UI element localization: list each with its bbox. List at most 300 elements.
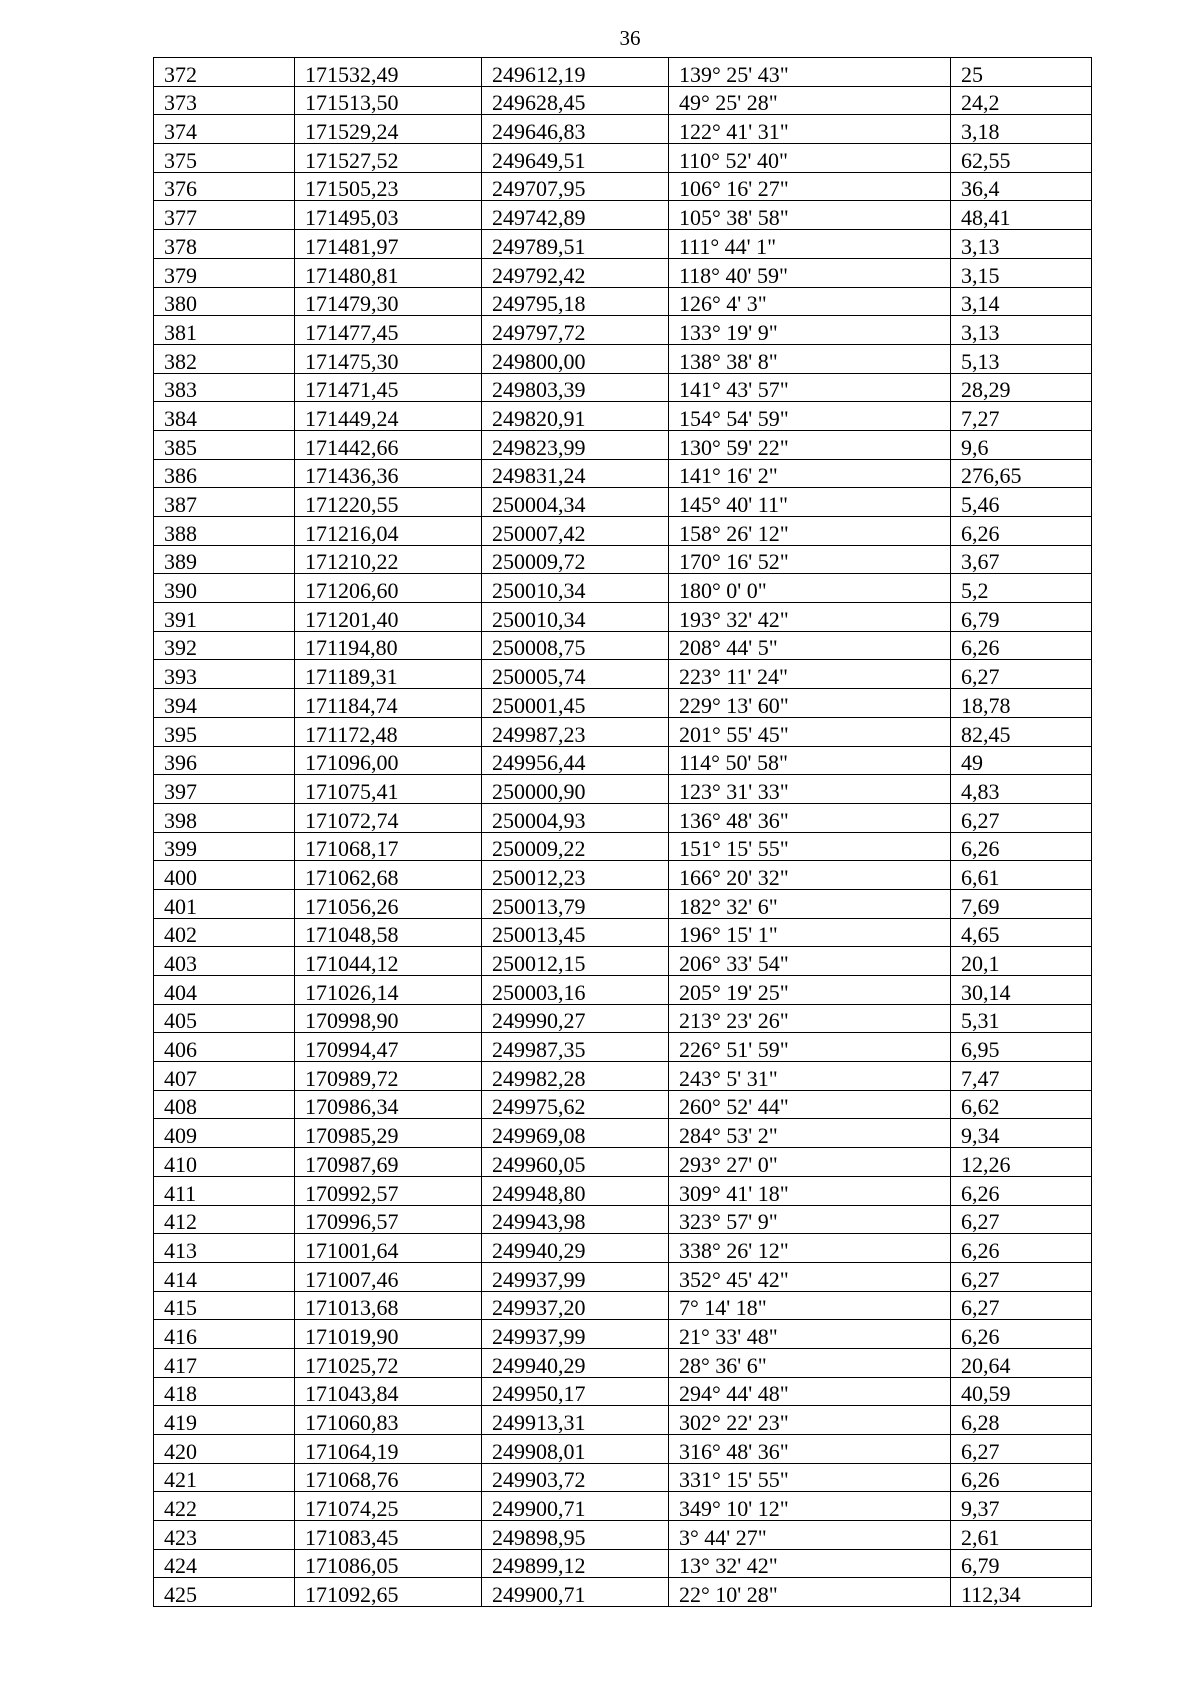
table-row [154, 58, 1092, 87]
coordinates-table [153, 57, 1092, 1607]
distance-cell: 6,27 [951, 1435, 1092, 1464]
y-coordinate-cell: 249969,08 [482, 1119, 669, 1148]
y-coordinate-cell: 249707,95 [482, 172, 669, 201]
x-coordinate-cell: 171001,64 [295, 1234, 482, 1263]
y-coordinate-cell: 249987,23 [482, 717, 669, 746]
x-coordinate-cell: 171092,65 [295, 1578, 482, 1607]
y-coordinate-cell: 249982,28 [482, 1062, 669, 1091]
point-number-cell: 412 [154, 1205, 295, 1234]
point-number-cell: 396 [154, 746, 295, 775]
point-number-cell: 399 [154, 832, 295, 861]
direction-angle-cell: 243° 5' 31" [669, 1062, 951, 1091]
point-number-cell: 389 [154, 545, 295, 574]
x-coordinate-cell: 171083,45 [295, 1521, 482, 1550]
direction-angle-cell: 145° 40' 11" [669, 488, 951, 517]
direction-angle-cell: 141° 16' 2" [669, 459, 951, 488]
x-coordinate-cell: 170985,29 [295, 1119, 482, 1148]
table-row [154, 1578, 1092, 1607]
distance-cell: 5,46 [951, 488, 1092, 517]
table-row [154, 889, 1092, 918]
x-coordinate-cell: 171075,41 [295, 775, 482, 804]
direction-angle-cell: 223° 11' 24" [669, 660, 951, 689]
y-coordinate-cell: 250001,45 [482, 689, 669, 718]
direction-angle-cell: 196° 15' 1" [669, 918, 951, 947]
distance-cell: 3,13 [951, 230, 1092, 259]
x-coordinate-cell: 171184,74 [295, 689, 482, 718]
distance-cell: 6,26 [951, 1463, 1092, 1492]
x-coordinate-cell: 171220,55 [295, 488, 482, 517]
y-coordinate-cell: 249800,00 [482, 344, 669, 373]
y-coordinate-cell: 249913,31 [482, 1406, 669, 1435]
direction-angle-cell: 229° 13' 60" [669, 689, 951, 718]
x-coordinate-cell: 171026,14 [295, 976, 482, 1005]
point-number-cell: 385 [154, 430, 295, 459]
distance-cell: 3,15 [951, 258, 1092, 287]
table-row [154, 459, 1092, 488]
table-row [154, 344, 1092, 373]
point-number-cell: 410 [154, 1148, 295, 1177]
x-coordinate-cell: 171481,97 [295, 230, 482, 259]
table-row [154, 1521, 1092, 1550]
direction-angle-cell: 28° 36' 6" [669, 1348, 951, 1377]
direction-angle-cell: 123° 31' 33" [669, 775, 951, 804]
x-coordinate-cell: 171529,24 [295, 115, 482, 144]
direction-angle-cell: 323° 57' 9" [669, 1205, 951, 1234]
point-number-cell: 419 [154, 1406, 295, 1435]
direction-angle-cell: 205° 19' 25" [669, 976, 951, 1005]
distance-cell: 12,26 [951, 1148, 1092, 1177]
table-row [154, 1377, 1092, 1406]
table-row [154, 1176, 1092, 1205]
table-row [154, 603, 1092, 632]
x-coordinate-cell: 171086,05 [295, 1549, 482, 1578]
x-coordinate-cell: 171201,40 [295, 603, 482, 632]
page-number: 36 [619, 26, 641, 50]
distance-cell: 4,83 [951, 775, 1092, 804]
table-row [154, 746, 1092, 775]
point-number-cell: 414 [154, 1262, 295, 1291]
distance-cell: 9,37 [951, 1492, 1092, 1521]
table-row [154, 574, 1092, 603]
distance-cell: 6,26 [951, 832, 1092, 861]
distance-cell: 36,4 [951, 172, 1092, 201]
point-number-cell: 382 [154, 344, 295, 373]
table-row [154, 86, 1092, 115]
y-coordinate-cell: 249943,98 [482, 1205, 669, 1234]
distance-cell: 6,27 [951, 660, 1092, 689]
x-coordinate-cell: 171475,30 [295, 344, 482, 373]
y-coordinate-cell: 249797,72 [482, 316, 669, 345]
table-row [154, 1320, 1092, 1349]
point-number-cell: 377 [154, 201, 295, 230]
x-coordinate-cell: 171216,04 [295, 517, 482, 546]
distance-cell: 6,27 [951, 803, 1092, 832]
direction-angle-cell: 352° 45' 42" [669, 1262, 951, 1291]
direction-angle-cell: 21° 33' 48" [669, 1320, 951, 1349]
y-coordinate-cell: 249792,42 [482, 258, 669, 287]
distance-cell: 6,26 [951, 631, 1092, 660]
direction-angle-cell: 114° 50' 58" [669, 746, 951, 775]
point-number-cell: 425 [154, 1578, 295, 1607]
distance-cell: 30,14 [951, 976, 1092, 1005]
direction-angle-cell: 110° 52' 40" [669, 144, 951, 173]
table-row [154, 402, 1092, 431]
distance-cell: 6,26 [951, 1234, 1092, 1263]
x-coordinate-cell: 171471,45 [295, 373, 482, 402]
table-row [154, 517, 1092, 546]
table-row [154, 373, 1092, 402]
point-number-cell: 393 [154, 660, 295, 689]
point-number-cell: 374 [154, 115, 295, 144]
y-coordinate-cell: 250013,45 [482, 918, 669, 947]
direction-angle-cell: 133° 19' 9" [669, 316, 951, 345]
y-coordinate-cell: 250007,42 [482, 517, 669, 546]
direction-angle-cell: 206° 33' 54" [669, 947, 951, 976]
point-number-cell: 403 [154, 947, 295, 976]
y-coordinate-cell: 249742,89 [482, 201, 669, 230]
direction-angle-cell: 180° 0' 0" [669, 574, 951, 603]
x-coordinate-cell: 171019,90 [295, 1320, 482, 1349]
y-coordinate-cell: 249789,51 [482, 230, 669, 259]
y-coordinate-cell: 249937,99 [482, 1262, 669, 1291]
direction-angle-cell: 193° 32' 42" [669, 603, 951, 632]
table-row [154, 201, 1092, 230]
y-coordinate-cell: 250009,72 [482, 545, 669, 574]
x-coordinate-cell: 171479,30 [295, 287, 482, 316]
point-number-cell: 424 [154, 1549, 295, 1578]
direction-angle-cell: 13° 32' 42" [669, 1549, 951, 1578]
point-number-cell: 395 [154, 717, 295, 746]
direction-angle-cell: 316° 48' 36" [669, 1435, 951, 1464]
direction-angle-cell: 338° 26' 12" [669, 1234, 951, 1263]
direction-angle-cell: 170° 16' 52" [669, 545, 951, 574]
table-row [154, 1033, 1092, 1062]
direction-angle-cell: 136° 48' 36" [669, 803, 951, 832]
point-number-cell: 386 [154, 459, 295, 488]
direction-angle-cell: 158° 26' 12" [669, 517, 951, 546]
x-coordinate-cell: 170994,47 [295, 1033, 482, 1062]
distance-cell: 62,55 [951, 144, 1092, 173]
y-coordinate-cell: 249940,29 [482, 1348, 669, 1377]
y-coordinate-cell: 250013,79 [482, 889, 669, 918]
distance-cell: 4,65 [951, 918, 1092, 947]
x-coordinate-cell: 171068,76 [295, 1463, 482, 1492]
distance-cell: 112,34 [951, 1578, 1092, 1607]
table-row [154, 1205, 1092, 1234]
table-row [154, 832, 1092, 861]
distance-cell: 9,6 [951, 430, 1092, 459]
y-coordinate-cell: 249948,80 [482, 1176, 669, 1205]
distance-cell: 6,28 [951, 1406, 1092, 1435]
x-coordinate-cell: 171096,00 [295, 746, 482, 775]
y-coordinate-cell: 250005,74 [482, 660, 669, 689]
point-number-cell: 398 [154, 803, 295, 832]
x-coordinate-cell: 171172,48 [295, 717, 482, 746]
direction-angle-cell: 138° 38' 8" [669, 344, 951, 373]
distance-cell: 6,27 [951, 1205, 1092, 1234]
point-number-cell: 380 [154, 287, 295, 316]
table-row [154, 1291, 1092, 1320]
y-coordinate-cell: 250003,16 [482, 976, 669, 1005]
y-coordinate-cell: 249612,19 [482, 58, 669, 87]
direction-angle-cell: 22° 10' 28" [669, 1578, 951, 1607]
distance-cell: 18,78 [951, 689, 1092, 718]
table-row [154, 1549, 1092, 1578]
point-number-cell: 375 [154, 144, 295, 173]
y-coordinate-cell: 250009,22 [482, 832, 669, 861]
table-row [154, 1062, 1092, 1091]
point-number-cell: 416 [154, 1320, 295, 1349]
distance-cell: 28,29 [951, 373, 1092, 402]
distance-cell: 3,14 [951, 287, 1092, 316]
distance-cell: 24,2 [951, 86, 1092, 115]
point-number-cell: 411 [154, 1176, 295, 1205]
x-coordinate-cell: 171043,84 [295, 1377, 482, 1406]
y-coordinate-cell: 250004,34 [482, 488, 669, 517]
table-row [154, 861, 1092, 890]
table-row [154, 1406, 1092, 1435]
y-coordinate-cell: 249937,20 [482, 1291, 669, 1320]
direction-angle-cell: 118° 40' 59" [669, 258, 951, 287]
x-coordinate-cell: 170998,90 [295, 1004, 482, 1033]
point-number-cell: 415 [154, 1291, 295, 1320]
point-number-cell: 418 [154, 1377, 295, 1406]
distance-cell: 6,79 [951, 603, 1092, 632]
x-coordinate-cell: 171064,19 [295, 1435, 482, 1464]
point-number-cell: 413 [154, 1234, 295, 1263]
y-coordinate-cell: 249903,72 [482, 1463, 669, 1492]
direction-angle-cell: 331° 15' 55" [669, 1463, 951, 1492]
direction-angle-cell: 208° 44' 5" [669, 631, 951, 660]
table-row [154, 717, 1092, 746]
table-row [154, 1004, 1092, 1033]
table-row [154, 1492, 1092, 1521]
distance-cell: 6,95 [951, 1033, 1092, 1062]
y-coordinate-cell: 249649,51 [482, 144, 669, 173]
point-number-cell: 376 [154, 172, 295, 201]
table-row [154, 172, 1092, 201]
direction-angle-cell: 49° 25' 28" [669, 86, 951, 115]
y-coordinate-cell: 249960,05 [482, 1148, 669, 1177]
y-coordinate-cell: 249646,83 [482, 115, 669, 144]
y-coordinate-cell: 249820,91 [482, 402, 669, 431]
distance-cell: 20,1 [951, 947, 1092, 976]
y-coordinate-cell: 249823,99 [482, 430, 669, 459]
table-row [154, 1348, 1092, 1377]
coordinates-table-body [154, 58, 1092, 1607]
direction-angle-cell: 7° 14' 18" [669, 1291, 951, 1320]
point-number-cell: 397 [154, 775, 295, 804]
table-row [154, 258, 1092, 287]
distance-cell: 40,59 [951, 1377, 1092, 1406]
point-number-cell: 384 [154, 402, 295, 431]
direction-angle-cell: 302° 22' 23" [669, 1406, 951, 1435]
direction-angle-cell: 154° 54' 59" [669, 402, 951, 431]
point-number-cell: 402 [154, 918, 295, 947]
table-row [154, 545, 1092, 574]
point-number-cell: 406 [154, 1033, 295, 1062]
direction-angle-cell: 349° 10' 12" [669, 1492, 951, 1521]
distance-cell: 5,13 [951, 344, 1092, 373]
point-number-cell: 383 [154, 373, 295, 402]
distance-cell: 3,18 [951, 115, 1092, 144]
table-row [154, 144, 1092, 173]
y-coordinate-cell: 249900,71 [482, 1492, 669, 1521]
y-coordinate-cell: 249956,44 [482, 746, 669, 775]
point-number-cell: 407 [154, 1062, 295, 1091]
point-number-cell: 394 [154, 689, 295, 718]
distance-cell: 25 [951, 58, 1092, 87]
x-coordinate-cell: 171056,26 [295, 889, 482, 918]
direction-angle-cell: 284° 53' 2" [669, 1119, 951, 1148]
distance-cell: 6,62 [951, 1090, 1092, 1119]
table-row [154, 115, 1092, 144]
direction-angle-cell: 226° 51' 59" [669, 1033, 951, 1062]
distance-cell: 5,31 [951, 1004, 1092, 1033]
table-row [154, 1119, 1092, 1148]
table-row [154, 689, 1092, 718]
y-coordinate-cell: 250008,75 [482, 631, 669, 660]
table-row [154, 976, 1092, 1005]
y-coordinate-cell: 249937,99 [482, 1320, 669, 1349]
x-coordinate-cell: 171072,74 [295, 803, 482, 832]
distance-cell: 7,69 [951, 889, 1092, 918]
x-coordinate-cell: 171449,24 [295, 402, 482, 431]
y-coordinate-cell: 249987,35 [482, 1033, 669, 1062]
distance-cell: 6,26 [951, 1320, 1092, 1349]
x-coordinate-cell: 171062,68 [295, 861, 482, 890]
distance-cell: 20,64 [951, 1348, 1092, 1377]
distance-cell: 3,67 [951, 545, 1092, 574]
direction-angle-cell: 130° 59' 22" [669, 430, 951, 459]
point-number-cell: 379 [154, 258, 295, 287]
point-number-cell: 392 [154, 631, 295, 660]
point-number-cell: 421 [154, 1463, 295, 1492]
distance-cell: 6,79 [951, 1549, 1092, 1578]
distance-cell: 6,26 [951, 517, 1092, 546]
distance-cell: 276,65 [951, 459, 1092, 488]
table-row [154, 803, 1092, 832]
point-number-cell: 388 [154, 517, 295, 546]
x-coordinate-cell: 171074,25 [295, 1492, 482, 1521]
y-coordinate-cell: 249899,12 [482, 1549, 669, 1578]
table-row [154, 1148, 1092, 1177]
y-coordinate-cell: 249795,18 [482, 287, 669, 316]
distance-cell: 6,27 [951, 1291, 1092, 1320]
point-number-cell: 420 [154, 1435, 295, 1464]
y-coordinate-cell: 249900,71 [482, 1578, 669, 1607]
x-coordinate-cell: 171048,58 [295, 918, 482, 947]
direction-angle-cell: 151° 15' 55" [669, 832, 951, 861]
table-row [154, 1262, 1092, 1291]
table-row [154, 430, 1092, 459]
y-coordinate-cell: 250012,15 [482, 947, 669, 976]
distance-cell: 48,41 [951, 201, 1092, 230]
x-coordinate-cell: 171436,36 [295, 459, 482, 488]
x-coordinate-cell: 171060,83 [295, 1406, 482, 1435]
distance-cell: 7,47 [951, 1062, 1092, 1091]
x-coordinate-cell: 171206,60 [295, 574, 482, 603]
y-coordinate-cell: 249940,29 [482, 1234, 669, 1263]
table-row [154, 631, 1092, 660]
x-coordinate-cell: 171194,80 [295, 631, 482, 660]
distance-cell: 49 [951, 746, 1092, 775]
table-row [154, 316, 1092, 345]
point-number-cell: 391 [154, 603, 295, 632]
y-coordinate-cell: 249975,62 [482, 1090, 669, 1119]
distance-cell: 3,13 [951, 316, 1092, 345]
point-number-cell: 390 [154, 574, 295, 603]
distance-cell: 5,2 [951, 574, 1092, 603]
direction-angle-cell: 166° 20' 32" [669, 861, 951, 890]
y-coordinate-cell: 250012,23 [482, 861, 669, 890]
point-number-cell: 378 [154, 230, 295, 259]
x-coordinate-cell: 171527,52 [295, 144, 482, 173]
x-coordinate-cell: 171044,12 [295, 947, 482, 976]
distance-cell: 9,34 [951, 1119, 1092, 1148]
x-coordinate-cell: 171025,72 [295, 1348, 482, 1377]
x-coordinate-cell: 170989,72 [295, 1062, 482, 1091]
x-coordinate-cell: 171532,49 [295, 58, 482, 87]
point-number-cell: 401 [154, 889, 295, 918]
point-number-cell: 409 [154, 1119, 295, 1148]
table-row [154, 947, 1092, 976]
x-coordinate-cell: 171210,22 [295, 545, 482, 574]
table-row [154, 660, 1092, 689]
distance-cell: 6,27 [951, 1262, 1092, 1291]
y-coordinate-cell: 249831,24 [482, 459, 669, 488]
distance-cell: 6,61 [951, 861, 1092, 890]
direction-angle-cell: 126° 4' 3" [669, 287, 951, 316]
point-number-cell: 405 [154, 1004, 295, 1033]
table-row [154, 230, 1092, 259]
distance-cell: 82,45 [951, 717, 1092, 746]
point-number-cell: 408 [154, 1090, 295, 1119]
direction-angle-cell: 141° 43' 57" [669, 373, 951, 402]
point-number-cell: 372 [154, 58, 295, 87]
point-number-cell: 417 [154, 1348, 295, 1377]
y-coordinate-cell: 250004,93 [482, 803, 669, 832]
direction-angle-cell: 106° 16' 27" [669, 172, 951, 201]
y-coordinate-cell: 249950,17 [482, 1377, 669, 1406]
y-coordinate-cell: 249803,39 [482, 373, 669, 402]
direction-angle-cell: 201° 55' 45" [669, 717, 951, 746]
y-coordinate-cell: 250010,34 [482, 574, 669, 603]
table-row [154, 287, 1092, 316]
direction-angle-cell: 122° 41' 31" [669, 115, 951, 144]
table-row [154, 1090, 1092, 1119]
table-row [154, 488, 1092, 517]
direction-angle-cell: 139° 25' 43" [669, 58, 951, 87]
distance-cell: 7,27 [951, 402, 1092, 431]
x-coordinate-cell: 171189,31 [295, 660, 482, 689]
point-number-cell: 423 [154, 1521, 295, 1550]
point-number-cell: 381 [154, 316, 295, 345]
table-row [154, 1435, 1092, 1464]
x-coordinate-cell: 171007,46 [295, 1262, 482, 1291]
x-coordinate-cell: 171477,45 [295, 316, 482, 345]
x-coordinate-cell: 170986,34 [295, 1090, 482, 1119]
y-coordinate-cell: 250010,34 [482, 603, 669, 632]
x-coordinate-cell: 171495,03 [295, 201, 482, 230]
x-coordinate-cell: 171068,17 [295, 832, 482, 861]
direction-angle-cell: 213° 23' 26" [669, 1004, 951, 1033]
distance-cell: 6,26 [951, 1176, 1092, 1205]
point-number-cell: 387 [154, 488, 295, 517]
point-number-cell: 400 [154, 861, 295, 890]
x-coordinate-cell: 171480,81 [295, 258, 482, 287]
x-coordinate-cell: 171442,66 [295, 430, 482, 459]
